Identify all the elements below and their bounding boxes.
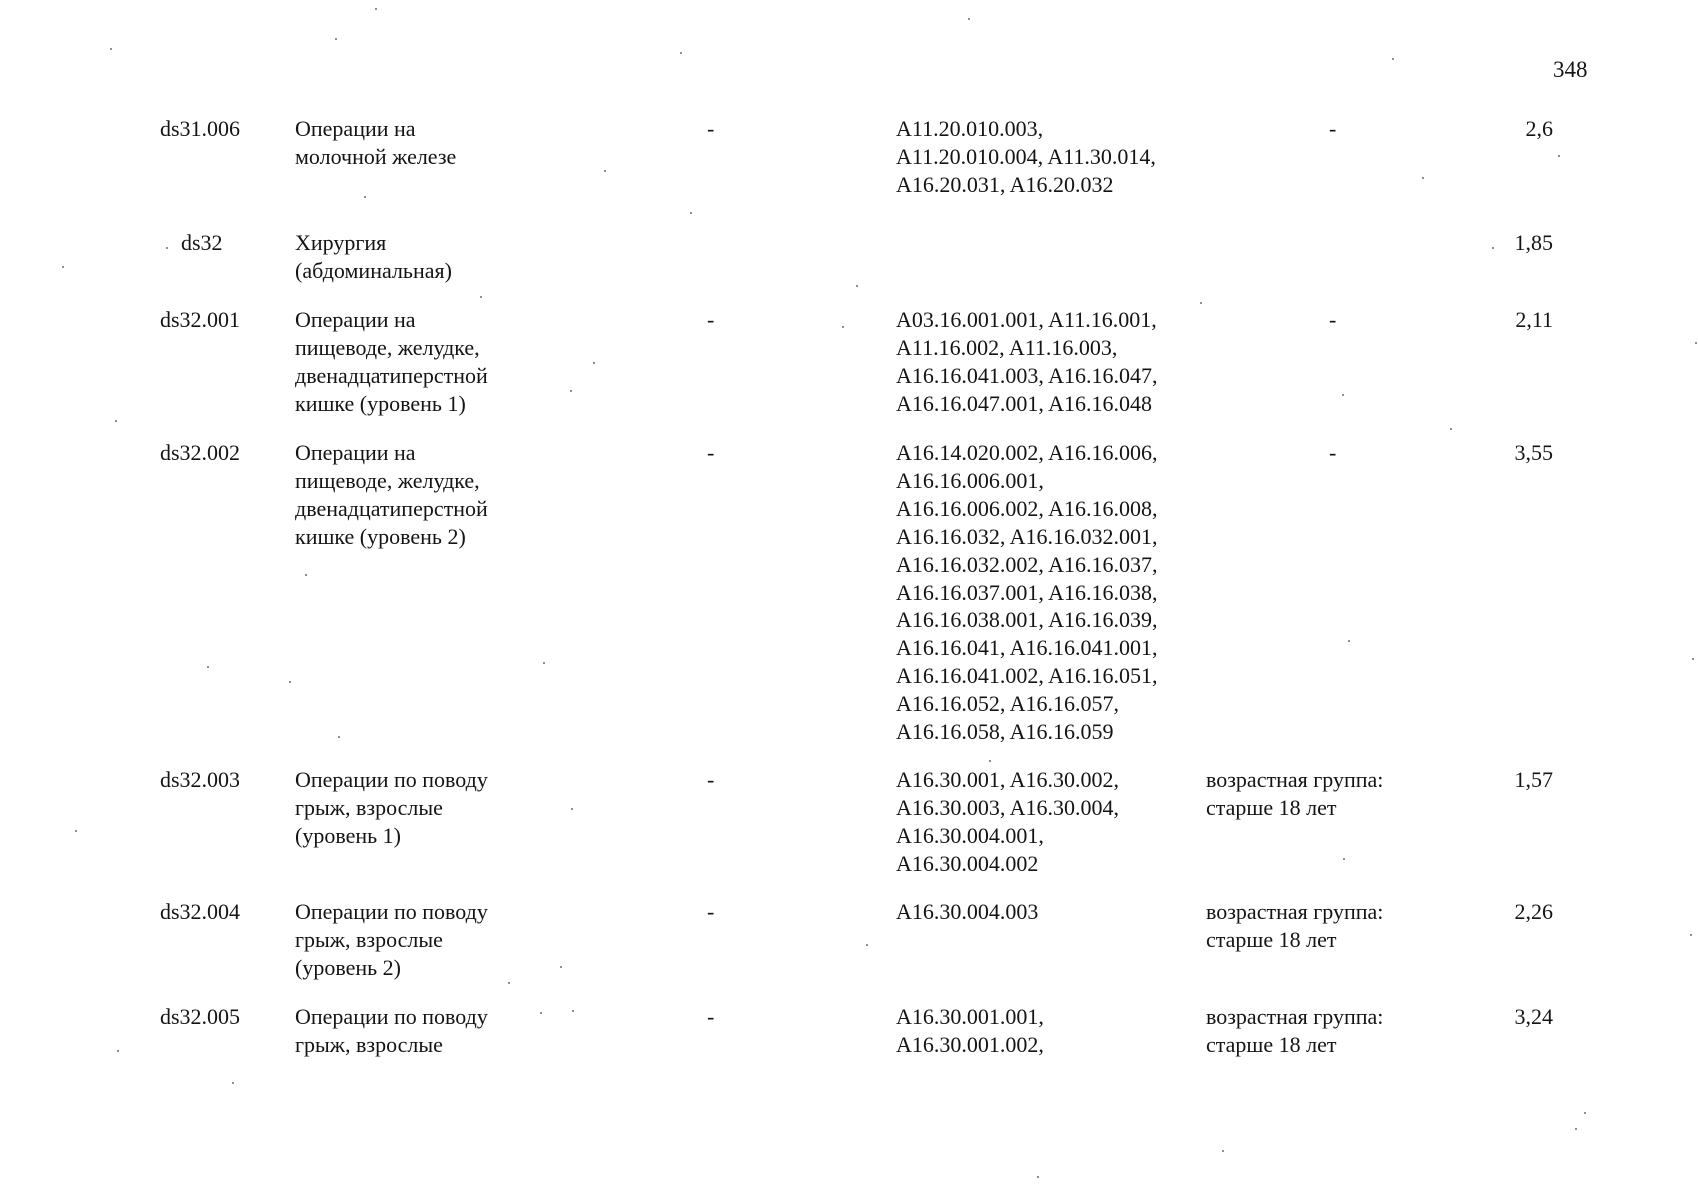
scan-speck bbox=[1584, 1112, 1586, 1114]
scan-speck bbox=[1222, 1150, 1224, 1152]
scan-speck bbox=[375, 8, 377, 10]
scan-speck bbox=[866, 944, 868, 946]
scan-speck bbox=[62, 266, 64, 268]
row-services: A16.14.020.002, A16.16.006, A16.16.006.001, A16.16.006.002, A16.16.008, A16.16.032, A16.16.032.001, A16.16.032.002, A16.16.037, A16.16.037.001, A16.16.038, A16.16.038.001, A16.16.039, A16.16.041, A16.16.041.001, A16.16.041.002, A16.16.051, A16.16.052, A16.16.057, A16.16.058, A16.16.059 bbox=[896, 440, 1158, 745]
scan-speck bbox=[989, 760, 991, 762]
scan-speck bbox=[335, 38, 337, 40]
scan-speck bbox=[480, 296, 482, 298]
row-services: A11.20.010.003, A11.20.010.004, A11.30.014, A16.20.031, A16.20.032 bbox=[896, 116, 1156, 197]
row-services: A16.30.004.003 bbox=[896, 899, 1039, 924]
scan-speck bbox=[115, 420, 117, 422]
scan-speck bbox=[1695, 342, 1697, 344]
scan-speck bbox=[1558, 155, 1560, 157]
scan-speck bbox=[540, 1012, 542, 1014]
row-criteria: возрастная группа: старше 18 лет bbox=[1206, 767, 1384, 820]
page-number: 348 bbox=[1553, 57, 1588, 82]
scan-speck bbox=[289, 681, 291, 683]
row-coefficient: 3,24 bbox=[1514, 1004, 1553, 1029]
scan-speck bbox=[1348, 640, 1350, 642]
scan-speck bbox=[75, 830, 77, 832]
row-col3: - bbox=[707, 899, 715, 924]
scan-speck bbox=[690, 212, 692, 214]
scan-speck bbox=[680, 52, 682, 54]
row-code: ds31.006 bbox=[160, 116, 241, 141]
scan-speck bbox=[305, 574, 307, 576]
row-criteria: - bbox=[1329, 116, 1337, 141]
scan-speck bbox=[1492, 247, 1494, 249]
row-criteria: возрастная группа: старше 18 лет bbox=[1206, 899, 1384, 952]
scan-speck bbox=[571, 808, 573, 810]
row-name: Операции по поводу грыж, взрослые (уровень 2) bbox=[295, 899, 488, 980]
scan-speck bbox=[1692, 658, 1694, 660]
row-name: Операции на молочной железе bbox=[295, 116, 457, 169]
row-coefficient: 2,26 bbox=[1514, 899, 1553, 924]
row-criteria: - bbox=[1329, 307, 1337, 332]
scan-speck bbox=[1342, 394, 1344, 396]
row-col3: - bbox=[707, 307, 715, 332]
row-services: A16.30.001.001, A16.30.001.002, bbox=[896, 1004, 1044, 1057]
row-criteria: возрастная группа: старше 18 лет bbox=[1206, 1004, 1384, 1057]
scan-speck bbox=[1343, 858, 1345, 860]
row-coefficient: 2,11 bbox=[1515, 307, 1553, 332]
scan-speck bbox=[1200, 302, 1202, 304]
row-services: A03.16.001.001, A11.16.001, A11.16.002, A11.16.003, A16.16.041.003, A16.16.047, A16.16.047.001, A16.16.048 bbox=[896, 307, 1158, 416]
row-name: Хирургия (абдоминальная) bbox=[295, 230, 452, 283]
scan-speck bbox=[364, 196, 366, 198]
scan-speck bbox=[1575, 1128, 1577, 1130]
row-coefficient: 3,55 bbox=[1514, 440, 1553, 465]
row-col3: - bbox=[707, 440, 715, 465]
row-coefficient: 1,57 bbox=[1514, 767, 1553, 792]
scan-speck bbox=[543, 662, 545, 664]
scan-speck bbox=[593, 362, 595, 364]
scan-speck bbox=[968, 18, 970, 20]
scan-speck bbox=[842, 326, 844, 328]
scan-speck bbox=[1422, 177, 1424, 179]
row-name: Операции по поводу грыж, взрослые bbox=[295, 1004, 488, 1057]
row-col3: - bbox=[707, 1004, 715, 1029]
row-code: ds32.001 bbox=[160, 307, 241, 332]
scan-speck bbox=[560, 966, 562, 968]
row-code: ds32.004 bbox=[160, 899, 241, 924]
scan-speck bbox=[232, 1082, 234, 1084]
row-coefficient: 1,85 bbox=[1514, 230, 1553, 255]
row-name: Операции по поводу грыж, взрослые (уровень 1) bbox=[295, 767, 488, 848]
scan-speck bbox=[508, 982, 510, 984]
scan-speck bbox=[604, 170, 606, 172]
scan-speck bbox=[572, 1010, 574, 1012]
row-col3: - bbox=[707, 116, 715, 141]
row-criteria: - bbox=[1329, 440, 1337, 465]
scan-speck bbox=[117, 1050, 119, 1052]
scan-speck bbox=[1450, 428, 1452, 430]
row-code: ds32.003 bbox=[160, 767, 241, 792]
scan-speck bbox=[1690, 934, 1692, 936]
scan-speck bbox=[570, 390, 572, 392]
scan-speck bbox=[207, 666, 209, 668]
row-code: ds32.002 bbox=[160, 440, 241, 465]
row-col3: - bbox=[707, 767, 715, 792]
row-name: Операции на пищеводе, желудке, двенадцатиперстной кишке (уровень 2) bbox=[295, 440, 488, 549]
scan-speck bbox=[1392, 58, 1394, 60]
row-code: ds32.005 bbox=[160, 1004, 241, 1029]
row-services: A16.30.001, A16.30.002, A16.30.003, A16.30.004, A16.30.004.001, A16.30.004.002 bbox=[896, 767, 1120, 876]
row-coefficient: 2,6 bbox=[1525, 116, 1553, 141]
scan-speck bbox=[856, 285, 858, 287]
scan-speck bbox=[166, 247, 168, 249]
scan-speck bbox=[338, 736, 340, 738]
scan-speck bbox=[1037, 1176, 1039, 1178]
scan-speck bbox=[110, 48, 112, 50]
row-code: ds32 bbox=[181, 230, 223, 255]
row-name: Операции на пищеводе, желудке, двенадцатиперстной кишке (уровень 1) bbox=[295, 307, 488, 416]
